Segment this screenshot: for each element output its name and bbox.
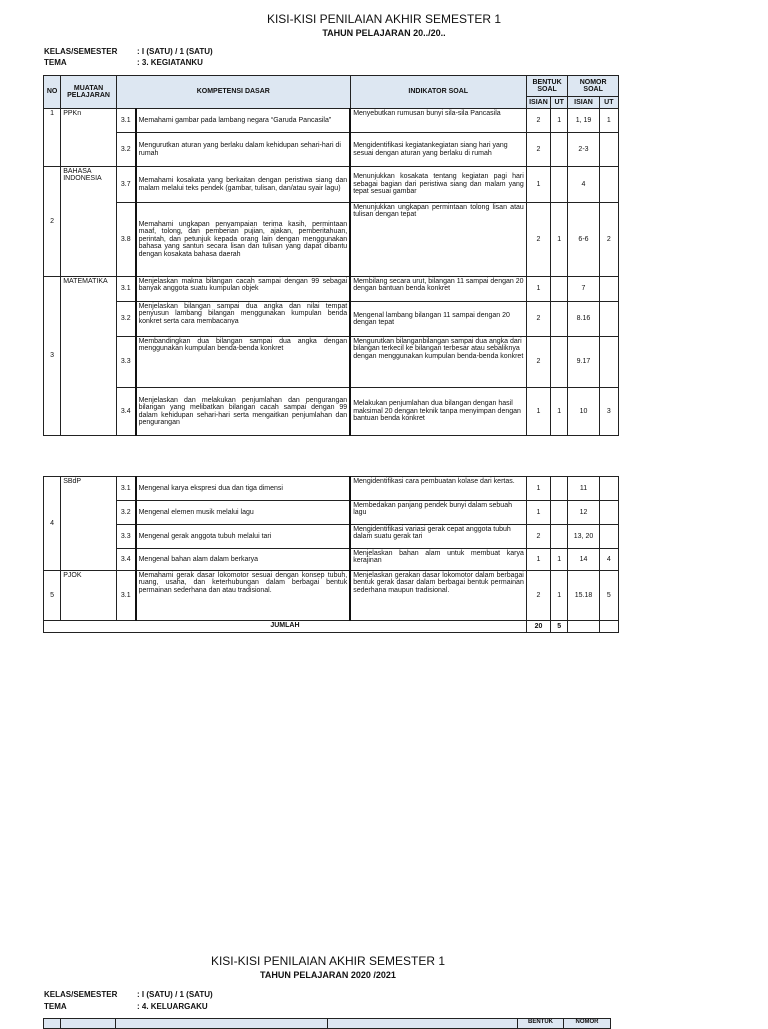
kelas-value: : I (SATU) / 1 (SATU) xyxy=(137,47,213,56)
row-kd-code: 3.2 xyxy=(116,133,135,167)
row-kd-code: 3.2 xyxy=(116,501,135,525)
row-bentuk-ut xyxy=(551,277,568,302)
p2-header-bentuk: BENTUK xyxy=(518,1019,564,1029)
row-bentuk-isian: 1 xyxy=(526,477,550,501)
header-bentuk-isian: ISIAN xyxy=(526,97,550,109)
row-nomor-ut: 1 xyxy=(599,109,618,133)
row-kd-text: Mengenal bahan alam dalam berkarya xyxy=(136,549,351,571)
row-bentuk-ut: 1 xyxy=(551,109,568,133)
row-kd-code: 3.4 xyxy=(116,388,135,436)
row-nomor-isian: 7 xyxy=(568,277,599,302)
row-no: 5 xyxy=(44,571,61,621)
kisi-table-1 xyxy=(43,75,619,436)
row-bentuk-ut: 1 xyxy=(551,388,568,436)
row-muatan: BAHASA INDONESIA xyxy=(61,167,117,277)
jumlah-empty-cell xyxy=(568,621,599,633)
row-bentuk-ut xyxy=(551,501,568,525)
row-kd-text: Menjelaskan dan melakukan penjumlahan dan pengurangan bilangan yang melibatkan bilangan cacah sampai dengan 99 dalam kehidupan sehari-hari serta mengaitkan penjumlahan dan pengurangan xyxy=(136,388,351,436)
row-bentuk-isian: 1 xyxy=(526,167,550,203)
row-muatan: PJOK xyxy=(61,571,117,621)
row-bentuk-isian: 2 xyxy=(526,571,550,621)
row-kd-text: Membandingkan dua bilangan sampai dua angka dengan menggunakan kumpulan benda-benda konkret xyxy=(136,337,351,388)
row-bentuk-isian: 1 xyxy=(526,549,550,571)
row-kd-text: Menjelaskan bilangan sampai dua angka dan nilai tempat penyusun lambang bilangan menggunakan kumpulan benda konkret serta cara membacanya xyxy=(136,302,351,337)
row-no: 1 xyxy=(44,109,61,167)
table-row xyxy=(44,133,619,167)
row-nomor-isian: 15.18 xyxy=(568,571,599,621)
row-nomor-ut xyxy=(599,501,618,525)
row-nomor-ut xyxy=(599,525,618,549)
row-nomor-isian: 14 xyxy=(568,549,599,571)
jumlah-row xyxy=(44,621,619,633)
row-kd-text: Mengurutkan aturan yang berlaku dalam kehidupan sehari-hari di rumah xyxy=(136,133,351,167)
row-nomor-isian: 6-6 xyxy=(568,203,599,277)
row-nomor-ut: 4 xyxy=(599,549,618,571)
row-nomor-ut xyxy=(599,167,618,203)
row-nomor-isian: 9.17 xyxy=(568,337,599,388)
table-row xyxy=(44,167,619,203)
row-kd-code: 3.8 xyxy=(116,203,135,277)
row-kd-code: 3.3 xyxy=(116,337,135,388)
row-indikator: Menunjukkan ungkapan permintaan tolong lisan atau tulisan dengan tepat xyxy=(350,203,526,277)
row-bentuk-ut xyxy=(551,525,568,549)
row-bentuk-ut xyxy=(551,167,568,203)
table-row xyxy=(44,571,619,621)
row-kd-text: Mengenal karya ekspresi dua dan tiga dimensi xyxy=(136,477,351,501)
row-nomor-ut xyxy=(599,302,618,337)
tema-label: TEMA xyxy=(44,58,67,67)
row-bentuk-isian: 2 xyxy=(526,525,550,549)
table-row xyxy=(44,337,619,388)
row-kd-text: Mengenal elemen musik melalui lagu xyxy=(136,501,351,525)
page2-tema-label: TEMA xyxy=(44,1002,67,1011)
row-nomor-ut: 2 xyxy=(599,203,618,277)
table-row xyxy=(44,277,619,302)
row-kd-text: Memahami ungkapan penyampaian terima kasih, permintaan maaf, tolong, dan pemberian pujian, ajakan, pemberitahuan, perintah, dan petunjuk kepada orang lain dengan menggunakan bahasa yang santun secara lisan dan tulisan yang dapat dibantu dengan kosakata bahasa daerah xyxy=(136,203,351,277)
row-no: 3 xyxy=(44,277,61,436)
page2-title: KISI-KISI PENILAIAN AKHIR SEMESTER 1 xyxy=(210,954,446,968)
header-kompetensi-dasar: KOMPETENSI DASAR xyxy=(116,76,350,109)
row-indikator: Menunjukkan kosakata tentang kegiatan pagi hari sebagai bagian dari peristiwa siang dan malam yang tepat sesuai gambar xyxy=(350,167,526,203)
header-bentuk-soal: BENTUK SOAL xyxy=(526,76,567,97)
row-indikator: Menyebutkan rumusan bunyi sila-sila Pancasila xyxy=(350,109,526,133)
jumlah-label: JUMLAH xyxy=(44,621,527,633)
table-row xyxy=(44,109,619,133)
table-row xyxy=(44,525,619,549)
row-kd-code: 3.7 xyxy=(116,167,135,203)
row-kd-code: 3.4 xyxy=(116,549,135,571)
page2-tema-value: : 4. KELUARGAKU xyxy=(137,1002,208,1011)
row-indikator: Mengenal lambang bilangan 11 sampai dengan 20 dengan tepat xyxy=(350,302,526,337)
page-title: KISI-KISI PENILAIAN AKHIR SEMESTER 1 xyxy=(266,12,502,26)
row-kd-code: 3.1 xyxy=(116,277,135,302)
row-nomor-isian: 10 xyxy=(568,388,599,436)
row-indikator: Membedakan panjang pendek bunyi dalam sebuah lagu xyxy=(350,501,526,525)
row-nomor-isian: 8.16 xyxy=(568,302,599,337)
table-row xyxy=(44,549,619,571)
row-bentuk-isian: 2 xyxy=(526,302,550,337)
row-nomor-ut: 3 xyxy=(599,388,618,436)
row-bentuk-isian: 2 xyxy=(526,337,550,388)
page2-kelas-label: KELAS/SEMESTER xyxy=(44,990,118,999)
table-row xyxy=(44,501,619,525)
row-muatan: MATEMATIKA xyxy=(61,277,117,436)
row-no: 4 xyxy=(44,477,61,571)
row-nomor-ut xyxy=(599,133,618,167)
row-indikator: Mengidentifikasi cara pembuatan kolase dari kertas. xyxy=(350,477,526,501)
row-bentuk-ut: 1 xyxy=(551,571,568,621)
header-nomor-ut: UT xyxy=(599,97,618,109)
row-indikator: Membilang secara urut, bilangan 11 sampai dengan 20 dengan bantuan benda konkret xyxy=(350,277,526,302)
row-bentuk-ut xyxy=(551,133,568,167)
row-bentuk-ut: 1 xyxy=(551,203,568,277)
row-kd-code: 3.1 xyxy=(116,109,135,133)
kisi-table-2 xyxy=(43,476,619,633)
row-indikator: Melakukan penjumlahan dua bilangan dengan hasil maksimal 20 dengan teknik tanpa menyimpan dengan bantuan benda konkret xyxy=(350,388,526,436)
page2-kelas-row xyxy=(44,990,213,999)
row-kd-text: Memahami kosakata yang berkaitan dengan peristiwa siang dan malam melalui teks pendek (gambar, tulisan, dan/atau syair lagu) xyxy=(136,167,351,203)
tema-value: : 3. KEGIATANKU xyxy=(137,58,203,67)
page2-kelas-value: : I (SATU) / 1 (SATU) xyxy=(137,990,213,999)
page2-tema-row xyxy=(44,1002,208,1011)
tema-row xyxy=(44,58,203,67)
row-kd-code: 3.3 xyxy=(116,525,135,549)
table-row xyxy=(44,477,619,501)
row-kd-code: 3.1 xyxy=(116,477,135,501)
header-nomor-soal: NOMOR SOAL xyxy=(568,76,619,97)
row-nomor-ut xyxy=(599,277,618,302)
header-muatan: MUATAN PELAJARAN xyxy=(61,76,117,109)
row-nomor-isian: 1, 19 xyxy=(568,109,599,133)
row-indikator: Menjelaskan gerakan dasar lokomotor dalam berbagai bentuk gerak dasar dalam berbagai bentuk permainan sederhana maupun tradisional. xyxy=(350,571,526,621)
row-no: 2 xyxy=(44,167,61,277)
row-bentuk-isian: 2 xyxy=(526,109,550,133)
row-bentuk-isian: 1 xyxy=(526,388,550,436)
row-nomor-isian: 4 xyxy=(568,167,599,203)
row-bentuk-isian: 2 xyxy=(526,133,550,167)
p2-header-nomor: NOMOR xyxy=(564,1019,611,1029)
row-kd-text: Memahami gambar pada lambang negara “Garuda Pancasila” xyxy=(136,109,351,133)
row-bentuk-ut xyxy=(551,477,568,501)
row-nomor-ut: 5 xyxy=(599,571,618,621)
row-nomor-ut xyxy=(599,477,618,501)
row-nomor-isian: 2-3 xyxy=(568,133,599,167)
row-kd-code: 3.2 xyxy=(116,302,135,337)
row-indikator: Mengurutkan bilanganbilangan sampai dua angka dari bilangan terkecil ke bilangan terbesar atau sebaliknya dengan menggunakan kumpulan benda-benda konkret xyxy=(350,337,526,388)
row-kd-text: Memahami gerak dasar lokomotor sesuai dengan konsep tubuh, ruang, usaha, dan keterhubungan dalam berbagai bentuk permainan sederhana dan atau tradisional. xyxy=(136,571,351,621)
row-bentuk-isian: 2 xyxy=(526,203,550,277)
jumlah-empty-cell xyxy=(599,621,618,633)
row-muatan: PPKn xyxy=(61,109,117,167)
row-muatan: SBdP xyxy=(61,477,117,571)
row-indikator: Mengidentifikasi kegiatankegiatan siang hari yang sesuai dengan aturan yang berlaku di rumah xyxy=(350,133,526,167)
jumlah-isian: 20 xyxy=(526,621,550,633)
header-no: NO xyxy=(44,76,61,109)
header-indikator: INDIKATOR SOAL xyxy=(350,76,526,109)
table-row xyxy=(44,203,619,277)
row-kd-text: Mengenal gerak anggota tubuh melalui tari xyxy=(136,525,351,549)
row-bentuk-isian: 1 xyxy=(526,277,550,302)
row-nomor-isian: 12 xyxy=(568,501,599,525)
table-row xyxy=(44,388,619,436)
table-row xyxy=(44,302,619,337)
page2-subtitle: TAHUN PELAJARAN 2020 /2021 xyxy=(260,970,396,980)
row-kd-text: Menjelaskan makna bilangan cacah sampai dengan 99 sebagai banyak anggota suatu kumpulan objek xyxy=(136,277,351,302)
jumlah-ut: 5 xyxy=(551,621,568,633)
header-bentuk-ut: UT xyxy=(551,97,568,109)
row-bentuk-ut xyxy=(551,337,568,388)
row-bentuk-isian: 1 xyxy=(526,501,550,525)
row-indikator: Menjelaskan bahan alam untuk membuat karya kerajinan xyxy=(350,549,526,571)
header-nomor-isian: ISIAN xyxy=(568,97,599,109)
row-nomor-isian: 11 xyxy=(568,477,599,501)
page-subtitle: TAHUN PELAJARAN 20../20.. xyxy=(322,28,446,38)
row-kd-code: 3.1 xyxy=(116,571,135,621)
kelas-semester-row xyxy=(44,47,213,56)
kelas-label: KELAS/SEMESTER xyxy=(44,47,118,56)
row-nomor-isian: 13, 20 xyxy=(568,525,599,549)
row-bentuk-ut: 1 xyxy=(551,549,568,571)
row-indikator: Mengidentifikasi variasi gerak cepat anggota tubuh dalam suatu gerak tari xyxy=(350,525,526,549)
row-bentuk-ut xyxy=(551,302,568,337)
row-nomor-ut xyxy=(599,337,618,388)
